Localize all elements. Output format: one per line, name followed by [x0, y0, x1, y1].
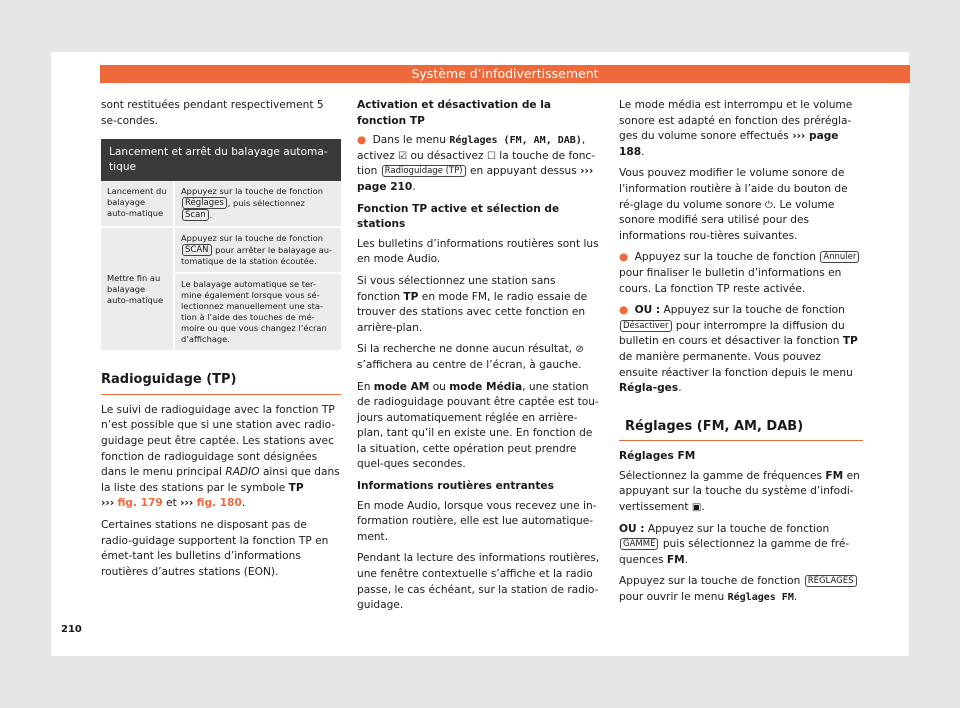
scan-table-row1-desc: Appuyez sur la touche de fonction Réglages , puis sélectionnez Scan . [174, 181, 341, 227]
bullet-icon: ● [357, 134, 367, 147]
checkbox-checked-icon: ☑ [398, 150, 408, 162]
tp-paragraph-1: Le suivi de radioguidage avec la fonction TP n’est possible que si une station avec radio-guidage peut être captée. Les stations avec fonction de radioguidage sont désignées dans le menu principal RADIO ainsi que dans la liste des stations par le symbole TP ››› fig. 179 et ››› fig. 180. [101, 403, 340, 510]
key-reglages-upper: RÉGLAGES [805, 575, 857, 587]
column-right [619, 98, 863, 612]
right-paragraph-2: Vous pouvez modifier le volume sonore de l’information routière à l’aide du bouton de ré-glage du volume sonore ⏻. Le volume sonore modifié sera utilisé pour des informations rou-tières suivantes. [619, 167, 848, 242]
bullet-cancel: ● Appuyez sur la touche de fonction Annuler pour finaliser le bulletin d’informations en cours. La fonction TP reste activée. [619, 250, 863, 297]
column-middle [357, 98, 601, 620]
scan-table-title: Lancement et arrêt du balayage automa-tique [101, 139, 341, 181]
key-reglages: Réglages [182, 197, 227, 209]
heading-reglages-fm: Réglages FM [619, 450, 696, 463]
heading-tp-active: Fonction TP active et sélection de stations [357, 202, 560, 231]
mid-paragraph-4: En mode AM ou mode Média, une station de radioguidage pouvant être captée est tou-jours automatiquement réglée en arrière-plan, tant qu’il en existe une. En fonction de la situation, cette opération peut prendre quel-ques secondes. [357, 380, 599, 471]
bullet-icon: ● [619, 304, 629, 317]
key-scan-stop: SCAN [182, 244, 212, 256]
page-210-link[interactable]: ››› page 210 [357, 165, 594, 193]
heading-incoming-traffic: Informations routières entrantes [357, 480, 554, 493]
chapter-header: Système d’infodivertissement [100, 65, 910, 83]
right-paragraph-4: OU : Appuyez sur la touche de fonction GAMME puis sélectionnez la gamme de fré-quences FM. [619, 522, 850, 566]
checkbox-empty-icon: ☐ [486, 150, 496, 162]
key-scan: Scan [182, 209, 209, 221]
no-tp-icon: ⊘ [575, 344, 584, 356]
bullet-activate-tp: ● Dans le menu Réglages (FM, AM, DAB), activez ☑ ou désactivez ☐ la touche de fonc-tion Radioguidage (TP) en appuyant dessus ››› page 210. [357, 134, 596, 193]
key-gamme: GAMME [620, 538, 658, 550]
right-paragraph-3: Sélectionnez la gamme de fréquences FM en appuyant sur la touche du système d’infodi-vertissement ▣. [619, 469, 863, 516]
mid-paragraph-1: Les bulletins d’informations routières sont lus en mode Audio. [357, 237, 599, 266]
bullet-deactivate: ● OU : Appuyez sur la touche de fonction Désactiver pour interrompre la diffusion du bulletin en cours et désactiver la fonction TP de manière permanente. Vous pouvez ensuite réactiver la fonction depuis le menu Régla-ges. [619, 304, 858, 395]
scan-table [101, 139, 341, 350]
key-annuler: Annuler [820, 251, 859, 263]
heading-activation-tp: Activation et désactivation de la fonction TP [357, 99, 552, 127]
key-radioguidage-tp: Radioguidage (TP) [382, 165, 466, 177]
mid-paragraph-5: En mode Audio, lorsque vous recevez une in-formation routière, elle est lue automatique-ment. [357, 499, 597, 543]
page-188-link[interactable]: ››› page 188 [619, 130, 839, 158]
right-paragraph-1: Le mode média est interrompu et le volume sonore est adapté en fonction des prérégla-ges du volume sonore effectués ››› page 188. [619, 99, 853, 158]
intro-text: sont restituées pendant respectivement 5 se-condes. [101, 99, 324, 127]
fig-179-link[interactable]: fig. 179 [117, 497, 163, 510]
scan-table-row1-label: Lancement du balayage auto-matique [101, 181, 174, 227]
column-left [101, 98, 341, 586]
section-title-tp: Radioguidage (TP) [101, 372, 341, 395]
bullet-icon: ● [619, 251, 629, 264]
scan-table-row2-label: Mettre fin au balayage auto-matique [101, 227, 174, 350]
manual-page [51, 52, 909, 656]
scan-table-row2-desc: Appuyez sur la touche de fonction SCAN pour arrêter le balayage au-tomatique de la station écoutée. [174, 227, 341, 273]
fig-180-link[interactable]: fig. 180 [196, 497, 242, 510]
system-key-icon: ▣ [691, 502, 702, 514]
mid-paragraph-3: Si la recherche ne donne aucun résultat, ⊘ s’affichera au centre de l’écran, à gauche. [357, 343, 584, 371]
scan-table-row3-desc: Le balayage automatique se ter-mine également lorsque vous sé-lectionnez manuellement une sta-tion à l’aide des touches de mé-moire ou que vous changez l’écran d’affichage. [174, 273, 341, 350]
volume-knob-icon: ⏻ [764, 199, 773, 211]
key-desactiver: Désactiver [620, 320, 672, 332]
mid-paragraph-6: Pendant la lecture des informations routières, une fenêtre contextuelle s’affiche et la radio passe, le cas échéant, sur la station de radio-guidage. [357, 552, 600, 612]
mid-paragraph-2: Si vous sélectionnez une station sans fonction TP en mode FM, le radio essaie de trouver des stations avec cette fonction en arrière-plan. [357, 274, 588, 334]
section-title-reglages: Réglages (FM, AM, DAB) [619, 419, 863, 442]
tp-paragraph-2: Certaines stations ne disposant pas de radio-guidage supportent la fonction TP en émet-tant les bulletins d’informations routières d’autres stations (EON). [101, 518, 329, 578]
right-paragraph-5: Appuyez sur la touche de fonction RÉGLAGES pour ouvrir le menu Réglages FM. [619, 574, 863, 605]
page-number: 210 [61, 624, 82, 635]
